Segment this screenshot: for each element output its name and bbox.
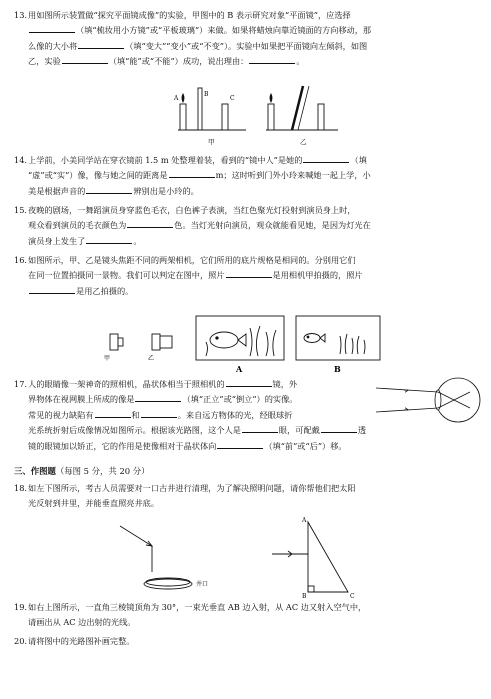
q15-line2b: 色。当灯光射向演员，观众就能看见她，是因为灯光在 [174, 220, 371, 231]
q13-line4b: （填“能”或“不能”）成功，说出理由： [108, 56, 249, 67]
q13-fig-yi: 乙 [300, 138, 307, 146]
q16-line1: 如图所示，甲、乙是镜头焦距不同的两架相机，它们所用的底片规格是相同的。分别用它们 [28, 255, 356, 265]
q16-line2b: 是用相机甲拍摄的，照片 [272, 270, 363, 281]
q18-line1: 如左下图所示，考古人员需要对一口古井进行清理，为了解决照明问题，请你帮他们把太阳 [28, 483, 356, 493]
q16-camera-yi-label: 乙 [148, 355, 155, 362]
q17-line4a: 光系统折射后成像情况如图所示。根据该光路图，这个人是 [28, 425, 241, 436]
q16-photo-a-label: A [236, 364, 243, 374]
question-20 [14, 634, 482, 649]
q14-blank-3[interactable] [86, 184, 132, 194]
q19-vertex-c: C [350, 593, 355, 598]
q14-line2a: “虚”或“实”）像，像与她之间的距离是 [28, 170, 168, 181]
q13-line4c: 。 [296, 56, 305, 67]
question-number: 20. [14, 636, 28, 646]
question-number: 19. [14, 602, 28, 612]
q14-blank-2[interactable] [169, 168, 215, 178]
question-number: 14. [14, 155, 28, 165]
q14-line1a: 上学前，小美同学站在穿衣镜前 1.5 m 处整理着装，看到的“镜中人”是她的 [28, 155, 303, 165]
q16-photo-b-label: B [334, 364, 341, 374]
question-15 [14, 203, 482, 249]
q17-blank-6[interactable] [321, 423, 357, 433]
q14-line3b: 辨别出是小玲的。 [133, 185, 199, 196]
question-number: 13. [14, 10, 28, 20]
q14-blank-1[interactable] [303, 153, 349, 163]
q17-line5a: 镜的眼镜加以矫正，它的作用是使像相对于晶状体向 [28, 440, 217, 451]
q17-eye-figure [374, 374, 486, 426]
q17-line4c: 透 [357, 425, 367, 436]
q20-line1: 请将图中的光路图补画完整。 [28, 636, 135, 646]
q17-line1a: 人的眼睛像一架神奇的照相机，晶状体相当于照相机的 [28, 379, 225, 389]
q17-line2b: （填“正立”或“倒立”）的实像。 [182, 394, 298, 405]
q17-line2a: 界物体在视网膜上所成的像是 [28, 394, 135, 405]
q13-line4a: 乙，实验 [28, 56, 61, 67]
q13-fig-jia: 甲 [208, 138, 215, 146]
q17-blank-1[interactable] [226, 377, 272, 387]
q13-line3b: （填“变大”“变小”或“不变”）。实验中如果把平面镜向左倾斜，如图 [125, 40, 368, 51]
q13-label-b: B [204, 91, 209, 98]
question-18 [14, 481, 482, 512]
q19-vertex-b: B [302, 593, 307, 598]
q17-blank-2[interactable] [135, 392, 181, 402]
q19-vertex-a: A [302, 517, 307, 524]
q13-label-c: C [230, 95, 235, 102]
q13-line2: （填“梳妆用小方镜”或“平板玻璃”）来做。如果将蜡烛向靠近镜面的方向移动，那 [76, 25, 372, 36]
q17-blank-4[interactable] [141, 408, 177, 418]
question-number: 15. [14, 205, 28, 215]
q15-line1: 夜晚的剧场，一舞蹈演员身穿蓝色毛衣，白色裤子表演，当红色聚光灯投射到演员身上时， [28, 205, 356, 215]
q16-line2a: 在同一位置拍摄同一景物。我们可以判定在图中，照片 [28, 270, 225, 281]
question-13 [14, 8, 482, 70]
q17-line3a: 常见的视力缺陷有 [28, 409, 94, 420]
q19-line1: 如右上图所示，一直角三棱镜顶角为 30°，一束光垂直 AB 边入射，从 AC 边又射入空气中， [28, 602, 367, 612]
q13-blank-4[interactable] [249, 54, 295, 64]
section-3-header [14, 465, 150, 477]
q13-line3a: 么像的大小将 [28, 40, 78, 51]
q16-blank-2[interactable] [29, 284, 75, 294]
q16-blank-1[interactable] [226, 268, 272, 278]
q19-line2: 请画出从 AC 边出射的光线。 [28, 617, 136, 628]
q17-blank-5[interactable] [242, 423, 278, 433]
q15-line3b: 。 [133, 235, 142, 246]
q13-label-a: A [174, 95, 179, 102]
question-number: 17. [14, 379, 28, 389]
q17-line4b: 眼，可配戴 [278, 425, 320, 436]
q15-line2a: 观众看到演员的毛衣颜色为 [28, 220, 127, 231]
q13-blank-1[interactable] [29, 23, 75, 33]
q16-line3: 是用乙拍摄的。 [76, 285, 134, 296]
q13-line1: 用如图所示装置做“探究平面镜成像”的实验，甲图中的 B 表示研究对象“平面镜”，应选择 [28, 10, 351, 20]
q16-figure [100, 308, 400, 378]
q14-line2b: m；这时听到门外小玲来喊她一起上学，小 [215, 170, 371, 181]
q17-line3c: 。来自远方物体的光，经眼球折 [177, 409, 293, 420]
q18-well-figure [118, 512, 238, 598]
q13-blank-3[interactable] [62, 54, 108, 64]
question-14 [14, 153, 482, 199]
question-19 [14, 600, 482, 631]
q13-figure [168, 82, 348, 148]
q14-line3a: 美是根据声音的 [28, 185, 86, 196]
q18-well-label: 井口 [196, 581, 209, 588]
question-16 [14, 253, 482, 299]
q14-line1b: （填 [350, 155, 367, 165]
q17-blank-3[interactable] [95, 408, 131, 418]
q15-blank-1[interactable] [127, 218, 173, 228]
q17-line3b: 和 [131, 409, 140, 420]
q17-line5b: （填“前”或“后”）移。 [264, 440, 347, 451]
question-number: 16. [14, 255, 28, 265]
q17-blank-7[interactable] [217, 439, 263, 449]
q15-line3a: 演员身上发生了 [28, 235, 86, 246]
q17-line1b: 镜，外 [272, 379, 298, 389]
section-subtitle: （每图 5 分，共 20 分） [55, 466, 150, 476]
q15-blank-2[interactable] [86, 234, 132, 244]
q16-camera-jia-label: 甲 [104, 355, 111, 362]
question-number: 18. [14, 483, 28, 493]
q18-line2: 光反射到井里，并能垂直照亮井底。 [28, 498, 160, 509]
q19-prism-figure [268, 512, 398, 598]
q13-blank-2[interactable] [78, 39, 124, 49]
section-title: 三、作图题 [14, 466, 56, 476]
